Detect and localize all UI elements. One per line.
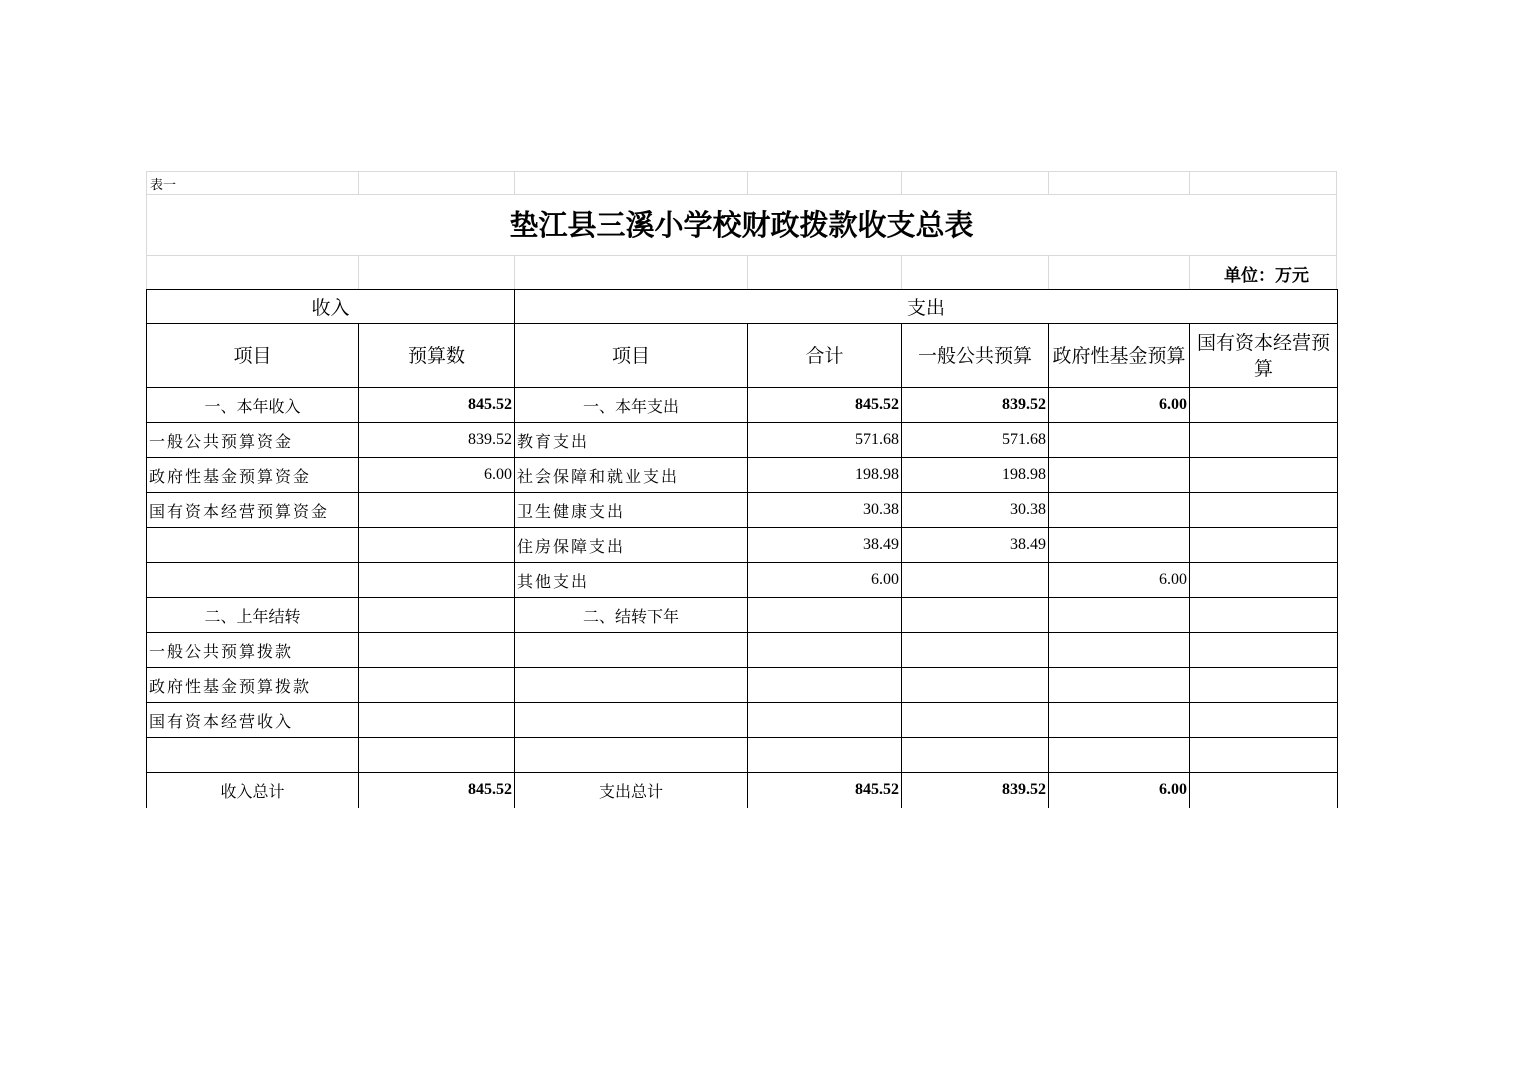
totals-row bbox=[147, 773, 1338, 808]
income-amount-cell bbox=[359, 598, 515, 633]
income-amount-cell bbox=[359, 563, 515, 598]
col-header-income-item: 项目 bbox=[147, 324, 359, 388]
column-header-row bbox=[147, 324, 1338, 388]
income-amount-cell bbox=[359, 738, 515, 773]
income-item-cell: 一、本年收入 bbox=[147, 388, 359, 423]
unit-label: 单位：万元 bbox=[1224, 266, 1309, 286]
expense-total-cell: 571.68 bbox=[748, 423, 902, 458]
col-header-general-budget: 一般公共预算 bbox=[902, 324, 1049, 388]
income-total-amount: 845.52 bbox=[359, 773, 515, 808]
section-header-row bbox=[147, 290, 1338, 324]
income-amount-cell bbox=[359, 633, 515, 668]
expense-item-cell: 二、结转下年 bbox=[515, 598, 748, 633]
fund-budget-cell bbox=[1049, 423, 1190, 458]
expense-total-cell: 198.98 bbox=[748, 458, 902, 493]
general-budget-cell bbox=[902, 668, 1049, 703]
fund-budget-total: 6.00 bbox=[1049, 773, 1190, 808]
fund-budget-cell bbox=[1049, 528, 1190, 563]
income-item-cell: 一般公共预算资金 bbox=[147, 423, 359, 458]
expense-total-cell: 30.38 bbox=[748, 493, 902, 528]
table-row bbox=[147, 668, 1338, 703]
fund-budget-cell bbox=[1049, 458, 1190, 493]
capital-budget-cell bbox=[1190, 633, 1338, 668]
income-amount-cell bbox=[359, 493, 515, 528]
expense-total-cell bbox=[748, 633, 902, 668]
gridline bbox=[747, 255, 748, 289]
capital-budget-cell bbox=[1190, 493, 1338, 528]
fund-budget-cell bbox=[1049, 738, 1190, 773]
income-item-cell bbox=[147, 563, 359, 598]
table-label: 表一 bbox=[150, 178, 177, 193]
expense-item-cell: 其他支出 bbox=[515, 563, 748, 598]
gridline bbox=[514, 171, 515, 194]
income-item-cell: 二、上年结转 bbox=[147, 598, 359, 633]
expense-item-cell bbox=[515, 668, 748, 703]
table-row bbox=[147, 528, 1338, 563]
table-row bbox=[147, 563, 1338, 598]
col-header-capital-budget: 国有资本经营预算 bbox=[1190, 324, 1338, 388]
fund-budget-cell bbox=[1049, 493, 1190, 528]
general-budget-cell bbox=[902, 633, 1049, 668]
income-section-header: 收入 bbox=[147, 290, 515, 324]
income-item-cell: 政府性基金预算资金 bbox=[147, 458, 359, 493]
expense-total-amount: 845.52 bbox=[748, 773, 902, 808]
gridline bbox=[901, 255, 902, 289]
gridline bbox=[1189, 171, 1190, 194]
expense-section-header: 支出 bbox=[515, 290, 1338, 324]
gridline bbox=[1048, 255, 1049, 289]
expense-item-cell: 教育支出 bbox=[515, 423, 748, 458]
gridline bbox=[146, 171, 1337, 172]
table-row bbox=[147, 493, 1338, 528]
income-item-cell: 国有资本经营预算资金 bbox=[147, 493, 359, 528]
capital-budget-cell bbox=[1190, 423, 1338, 458]
capital-budget-cell bbox=[1190, 668, 1338, 703]
table-row bbox=[147, 633, 1338, 668]
gridline bbox=[901, 171, 902, 194]
expense-total-cell bbox=[748, 668, 902, 703]
capital-budget-cell bbox=[1190, 528, 1338, 563]
table-row bbox=[147, 458, 1338, 493]
col-header-total: 合计 bbox=[748, 324, 902, 388]
general-budget-cell bbox=[902, 598, 1049, 633]
income-amount-cell bbox=[359, 668, 515, 703]
income-amount-cell: 845.52 bbox=[359, 388, 515, 423]
fund-budget-cell bbox=[1049, 703, 1190, 738]
table-row bbox=[147, 423, 1338, 458]
page-title: 垫江县三溪小学校财政拨款收支总表 bbox=[509, 208, 974, 242]
general-budget-cell bbox=[902, 703, 1049, 738]
expense-total-cell bbox=[748, 738, 902, 773]
gridline bbox=[1048, 171, 1049, 194]
fund-budget-cell bbox=[1049, 668, 1190, 703]
expense-item-cell bbox=[515, 703, 748, 738]
table-row bbox=[147, 738, 1338, 773]
expense-item-cell bbox=[515, 633, 748, 668]
general-budget-cell: 571.68 bbox=[902, 423, 1049, 458]
capital-budget-total bbox=[1190, 773, 1338, 808]
table-row bbox=[147, 598, 1338, 633]
income-amount-cell bbox=[359, 703, 515, 738]
col-header-income-amount: 预算数 bbox=[359, 324, 515, 388]
general-budget-cell: 30.38 bbox=[902, 493, 1049, 528]
income-amount-cell: 6.00 bbox=[359, 458, 515, 493]
income-amount-cell: 839.52 bbox=[359, 423, 515, 458]
gridline bbox=[358, 255, 359, 289]
expense-total-cell bbox=[748, 598, 902, 633]
gridline bbox=[514, 255, 515, 289]
gridline bbox=[358, 171, 359, 194]
expense-total-cell: 6.00 bbox=[748, 563, 902, 598]
fund-budget-cell: 6.00 bbox=[1049, 563, 1190, 598]
expense-total-label: 支出总计 bbox=[515, 773, 748, 808]
expense-total-cell: 845.52 bbox=[748, 388, 902, 423]
fund-budget-cell bbox=[1049, 598, 1190, 633]
gridline bbox=[146, 255, 1337, 256]
capital-budget-cell bbox=[1190, 563, 1338, 598]
gridline bbox=[146, 194, 1337, 195]
fund-budget-cell bbox=[1049, 633, 1190, 668]
expense-total-cell bbox=[748, 703, 902, 738]
general-budget-cell bbox=[902, 563, 1049, 598]
general-budget-cell: 839.52 bbox=[902, 388, 1049, 423]
income-item-cell: 国有资本经营收入 bbox=[147, 703, 359, 738]
capital-budget-cell bbox=[1190, 703, 1338, 738]
capital-budget-cell bbox=[1190, 598, 1338, 633]
col-header-fund-budget: 政府性基金预算 bbox=[1049, 324, 1190, 388]
expense-item-cell: 住房保障支出 bbox=[515, 528, 748, 563]
income-total-label: 收入总计 bbox=[147, 773, 359, 808]
income-amount-cell bbox=[359, 528, 515, 563]
table-row bbox=[147, 703, 1338, 738]
expense-item-cell: 一、本年支出 bbox=[515, 388, 748, 423]
capital-budget-cell bbox=[1190, 738, 1338, 773]
budget-table bbox=[146, 289, 1338, 808]
income-item-cell: 政府性基金预算拨款 bbox=[147, 668, 359, 703]
general-budget-cell: 38.49 bbox=[902, 528, 1049, 563]
expense-item-cell: 社会保障和就业支出 bbox=[515, 458, 748, 493]
expense-item-cell bbox=[515, 738, 748, 773]
col-header-expense-item: 项目 bbox=[515, 324, 748, 388]
expense-total-cell: 38.49 bbox=[748, 528, 902, 563]
income-item-cell bbox=[147, 528, 359, 563]
fund-budget-cell: 6.00 bbox=[1049, 388, 1190, 423]
expense-item-cell: 卫生健康支出 bbox=[515, 493, 748, 528]
general-budget-cell bbox=[902, 738, 1049, 773]
income-item-cell bbox=[147, 738, 359, 773]
general-budget-total: 839.52 bbox=[902, 773, 1049, 808]
general-budget-cell: 198.98 bbox=[902, 458, 1049, 493]
table-row bbox=[147, 388, 1338, 423]
capital-budget-cell bbox=[1190, 388, 1338, 423]
capital-budget-cell bbox=[1190, 458, 1338, 493]
gridline bbox=[747, 171, 748, 194]
income-item-cell: 一般公共预算拨款 bbox=[147, 633, 359, 668]
